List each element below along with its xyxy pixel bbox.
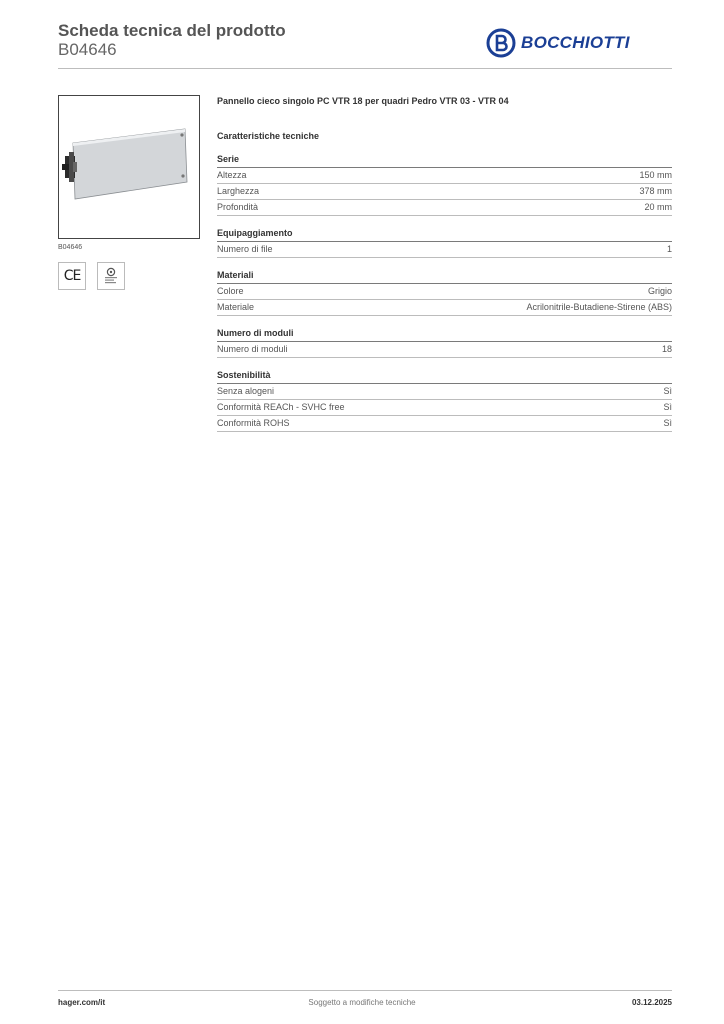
certification-icon <box>97 262 125 290</box>
spec-row <box>217 300 672 316</box>
spec-label: Materiale <box>217 302 255 312</box>
spec-value: 378 mm <box>639 186 672 196</box>
ce-mark-icon <box>58 262 86 290</box>
certification-symbol <box>102 267 120 285</box>
spec-label: Conformità ROHS <box>217 418 290 428</box>
logo-wordmark: BOCCHIOTTI <box>521 33 630 52</box>
ce-mark-text: CE <box>63 268 81 284</box>
spec-row <box>217 342 672 358</box>
spec-label: Numero di moduli <box>217 344 288 354</box>
section-title: Equipaggiamento <box>217 228 672 242</box>
footer-website: hager.com/it <box>58 998 106 1007</box>
technical-characteristics-title: Caratteristiche tecniche <box>217 131 320 141</box>
section-title: Materiali <box>217 270 672 284</box>
specifications-panel <box>217 96 672 432</box>
spec-row <box>217 200 672 216</box>
section-serie <box>217 154 672 216</box>
spec-value: Acrilonitrile-Butadiene-Stirene (ABS) <box>526 302 672 312</box>
section-numero-di-moduli <box>217 328 672 358</box>
section-equipaggiamento <box>217 228 672 258</box>
product-code: B04646 <box>58 40 117 59</box>
spec-row <box>217 284 672 300</box>
footer-date: 03.12.2025 <box>631 998 672 1007</box>
bocchiotti-logo <box>486 28 630 58</box>
spec-row <box>217 168 672 184</box>
section-title: Serie <box>217 154 672 168</box>
spec-label: Larghezza <box>217 186 260 196</box>
spec-value: Sì <box>663 418 672 428</box>
spec-value: 150 mm <box>639 170 672 180</box>
product-description: Pannello cieco singolo PC VTR 18 per quadri Pedro VTR 03 - VTR 04 <box>217 96 509 106</box>
bocchiotti-logo-icon <box>486 28 516 58</box>
footer-divider <box>58 990 672 991</box>
spec-label: Colore <box>217 286 244 296</box>
document-title: Scheda tecnica del prodotto <box>58 21 286 40</box>
spec-label: Altezza <box>217 170 247 180</box>
spec-value: 20 mm <box>644 202 672 212</box>
section-title: Numero di moduli <box>217 328 672 342</box>
spec-row <box>217 242 672 258</box>
spec-label: Senza alogeni <box>217 386 275 396</box>
spec-label: Conformità REACh - SVHC free <box>217 402 345 412</box>
spec-value: Sì <box>663 402 672 412</box>
spec-row <box>217 184 672 200</box>
section-title: Sostenibilità <box>217 370 672 384</box>
footer-note: Soggetto a modifiche tecniche <box>308 998 416 1007</box>
spec-value: 18 <box>661 344 672 354</box>
spec-row <box>217 400 672 416</box>
section-materiali <box>217 270 672 316</box>
spec-label: Numero di file <box>217 244 273 254</box>
spec-row <box>217 416 672 432</box>
product-image <box>58 95 200 239</box>
panel-illustration <box>59 96 199 238</box>
header-divider <box>58 68 672 69</box>
section-sostenibilita <box>217 370 672 432</box>
spec-row <box>217 384 672 400</box>
spec-label: Profondità <box>217 202 259 212</box>
image-caption: B04646 <box>58 244 83 251</box>
spec-value: Sì <box>663 386 672 396</box>
spec-value: 1 <box>666 244 672 254</box>
spec-value: Grigio <box>647 286 672 296</box>
